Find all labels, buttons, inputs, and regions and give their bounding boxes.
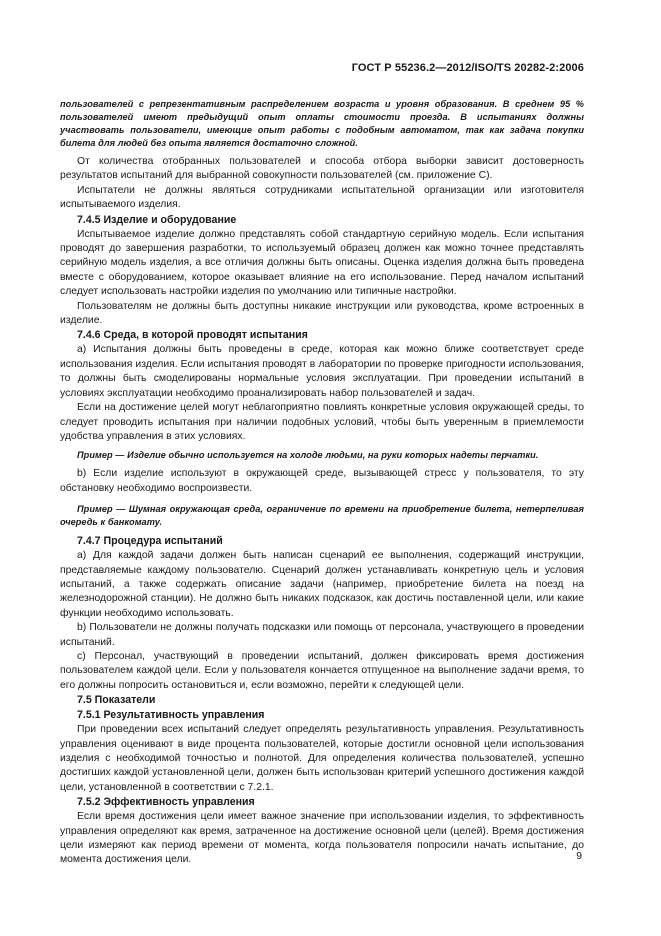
paragraph: От количества отобранных пользователей и способа отбора выборки зависит достоверность результатов испытаний для выбранной совокупности пользователей (см. приложение С). xyxy=(60,156,584,182)
paragraph: При проведении всех испытаний следует определять результативность управления. Результативность управления оценивают в виде процента пользователей, которые достигли основной цели использования изделия с необходимой точностью и полнотой. Для определения количества пользователей, успешно достигших каждой установленной цели, должен быть использован критерий успешного достижения каждой цели, установленной в соответствии с 7.2.1. xyxy=(60,724,584,793)
paragraph: Если время достижения цели имеет важное значение при использовании изделия, то эффективность управления определяют как время, затраченное на достижение основной цели (целей). Время достижения цели измеряют как период времени от момента, когда пользователя попросили начать испытание, до момента достижения цели. xyxy=(60,811,584,866)
paragraph: Пользователям не должны быть доступны никакие инструкции или руководства, кроме встроенных в изделие. xyxy=(60,300,584,327)
section-heading-7-4-7: 7.4.7 Процедура испытаний xyxy=(77,535,223,548)
list-item-b: b) Если изделие используют в окружающей среде, вызывающей стресс у пользователя, то эту обстановку необходимо воспроизвести. xyxy=(60,468,584,494)
example-note: Пример — Изделие обычно используется на холоде людьми, на руки которых надеты перчатки. xyxy=(77,450,539,461)
section-heading-7-5-1: 7.5.1 Результативность управления xyxy=(77,709,265,722)
section-heading-7-5-2: 7.5.2 Эффективность управления xyxy=(77,796,255,809)
list-item-a: a) Испытания должны быть проведены в среде, которая как можно ближе соответствует среде использования изделия. Если испытания проводят в лаборатории по проверке пригодности использования, то должны быть смоделированы нормальные условия эксплуатации. При проведении испытаний в условиях эксплуатации необходимо проанализировать набор пользователей и задач. xyxy=(60,344,584,399)
page-number: 9 xyxy=(576,851,582,862)
document-body xyxy=(60,98,584,868)
list-item-b: b) Пользователи не должны получать подсказки или помощь от персонала, участвующего в проведении испытаний. xyxy=(60,622,584,648)
list-item-a: a) Для каждой задачи должен быть написан сценарий ее выполнения, содержащий инструкции, представляемые каждому пользователю. Сценарий должен устанавливать конкретную цель и условия испытаний, а также содержать описание задачи (например, приобретение билета на поезд на железнодорожной станции). Не должно быть никаких подсказок, как достичь поставленной цели, или какие функции необходимо использовать. xyxy=(60,550,584,619)
section-heading-7-5: 7.5 Показатели xyxy=(77,694,156,707)
section-heading-7-4-6: 7.4.6 Среда, в которой проводят испытания xyxy=(77,329,308,342)
paragraph: Если на достижение целей могут неблагоприятно повлиять конкретные условия окружающей среды, то следует проводить испытания при наличии подобных условий, чтобы быть уверенным в приемлемости удобства управления в этих условиях. xyxy=(60,402,584,442)
example-note: Пример — Шумная окружающая среда, ограничение по времени на приобретение билета, нетерпеливая очередь к банкомату. xyxy=(60,504,584,528)
continued-example-note: пользователей с репрезентативным распределением возраста и уровня образования. В среднем 95 % пользователей имеют предыдущий опыт оплаты стоимости проезда. В испытаниях должны участвовать пользователи, имеющие опыт работы с подобным автоматом, так как задача покупки билета для людей без опыта является достаточно сложной. xyxy=(60,99,584,148)
list-item-c: c) Персонал, участвующий в проведении испытаний, должен фиксировать время достижения пользователем каждой цели. Если у пользователя кончается отпущенное на выполнение задачи время, то его должны попросить остановиться и, если возможно, перейти к следующей цели. xyxy=(60,650,584,691)
paragraph: Испытываемое изделие должно представлять собой стандартную серийную модель. Если испытания проводят до завершения разработки, то используемый образец должен как можно точнее представлять серийную модель изделия, а все отличия должны быть описаны. Оценка изделия должна быть проведена вместе с оборудованием, которое оказывает влияние на его использование. Перед началом испытаний следует использовать настройки изделия по умолчанию или типичные настройки. xyxy=(60,228,584,298)
paragraph: Испытатели не должны являться сотрудниками испытательной организации или изготовителя испытываемого изделия. xyxy=(60,184,584,211)
document-header: ГОСТ Р 55236.2—2012/ISO/TS 20282-2:2006 xyxy=(351,62,584,74)
section-heading-7-4-5: 7.4.5 Изделие и оборудование xyxy=(77,213,237,226)
